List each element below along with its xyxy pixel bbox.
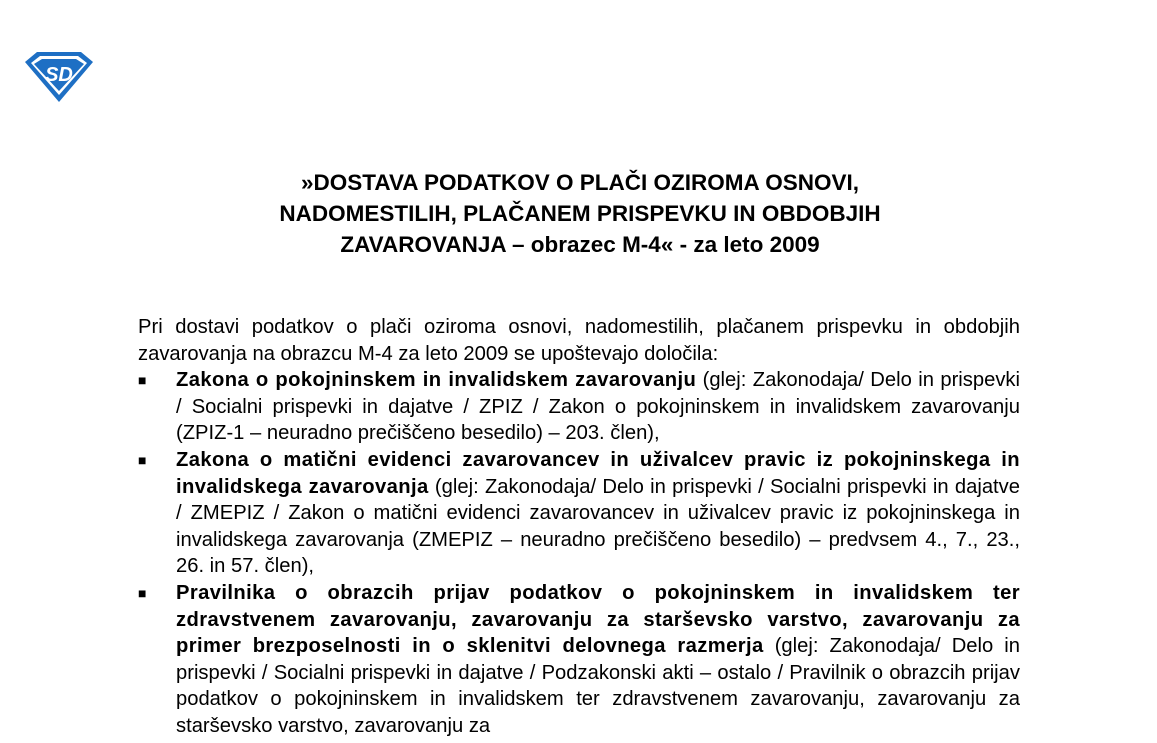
bullet-icon: ■: [138, 372, 147, 389]
list-item: [138, 367, 1020, 447]
regulations-list: [138, 367, 1020, 739]
list-item: [138, 580, 1020, 740]
intro-paragraph: Pri dostavi podatkov o plači oziroma osnovi, nadomestilih, plačanem prispevku in obdobjih zavarovanja na obrazcu M-4 za leto 2009 se upoštevajo določila:: [138, 316, 1020, 365]
regulation-reference: (glej: Zakonodaja/ Delo in prispevki / Socialni prispevki in dajatve / ZMEPIZ / Zakon o matični evidenci zavarovancev in uživalcev pravic iz pokojninskega in invalidskega zavarovanja (ZMEPIZ – neuradno prečiščeno besedilo) – predvsem 4., 7., 23., 26. in 57. člen),: [176, 475, 1020, 578]
regulation-reference: (glej: Zakonodaja/ Delo in prispevki / Socialni prispevki in dajatve / ZPIZ / Zakon o pokojninskem in invalidskem zavarovanju (ZPIZ-1 – neuradno prečiščeno besedilo) – 203. člen),: [176, 369, 1020, 445]
regulation-reference: (glej: Zakonodaja/ Delo in prispevki / Socialni prispevki in dajatve / Podzakonski akti – ostalo / Pravilnik o obrazcih prijav podatkov o pokojninskem in invalidskem ter zdravstvenem zavarovanju, zavarovanju za starševsko varstvo, zavarovanju za: [176, 635, 1020, 737]
document-title: [140, 167, 1020, 260]
bullet-icon: ■: [138, 451, 147, 468]
regulation-title: Zakona o pokojninskem in invalidskem zavarovanju: [176, 369, 697, 392]
logo-text: SD: [45, 64, 73, 86]
title-line-2: NADOMESTILIH, PLAČANEM PRISPEVKU IN OBDOBJIH: [279, 201, 881, 226]
document-body: [138, 314, 1020, 740]
list-item: [138, 447, 1020, 580]
bullet-icon: ■: [138, 584, 147, 601]
regulation-title: Zakona o matični evidenci zavarovancev in uživalcev pravic iz pokojninskega in invalidskega zavarovanja: [176, 448, 1020, 498]
title-line-3: ZAVAROVANJA – obrazec M-4« - za leto 2009: [340, 232, 820, 257]
regulation-title: Pravilnika o obrazcih prijav podatkov o pokojninskem in invalidskem ter zdravstvenem zavarovanju, zavarovanju za starševsko varstvo, zavarovanju za primer brezposelnosti in o sklenitvi delovnega razmerja: [176, 581, 1020, 658]
sd-logo-icon: [22, 50, 96, 104]
title-line-1: »DOSTAVA PODATKOV O PLAČI OZIROMA OSNOVI,: [301, 170, 859, 195]
